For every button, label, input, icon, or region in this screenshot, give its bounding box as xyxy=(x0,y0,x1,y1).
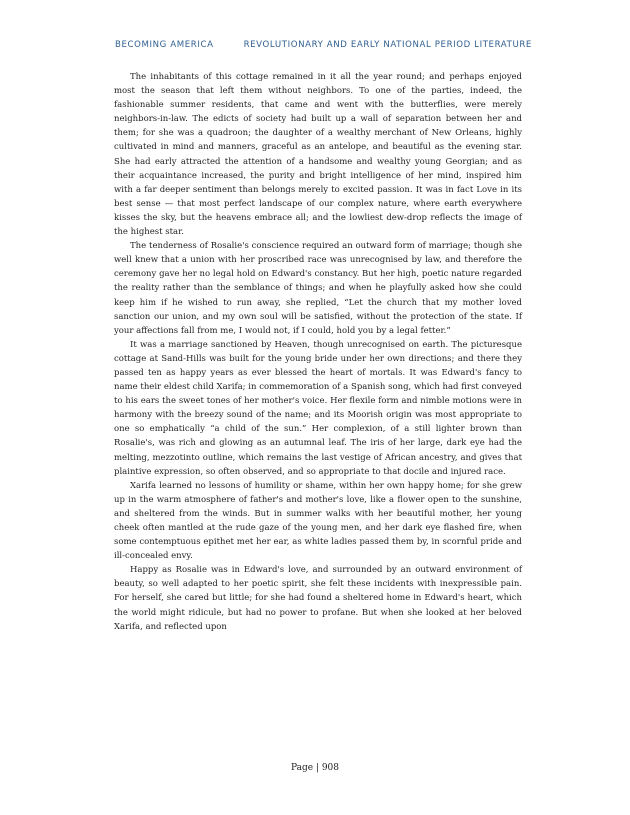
paragraph-4: Xarifa learned no lessons of humility or shame, within her own happy home; for she grew up in the warm atmosphere of father's and mother's love, like a flower open to the sunshine, and sheltered from the winds. But in summer walks with her beautiful mother, her young cheek often mantled at the rude gaze of the young men, and her dark eye flashed fire, when some contemptuous epithet met her ear, as white ladies passed them by, in scornful pride and ill-concealed envy. xyxy=(114,480,522,562)
paragraph-3: It was a marriage sanctioned by Heaven, though unrecognised on earth. The picturesque cottage at Sand-Hills was built for the young bride under her own directions; and there they passed ten as happy years as ever blessed the heart of mortals. It was Edward's fancy to name their eldest child Xarifa; in commemoration of a Spanish song, which had first conveyed to his ears the sweet tones of her mother's voice. Her flexile form and nimble motions were in harmony with the breezy sound of the name; and its Moorish origin was most appropriate to one so emphatically “a child of the sun.” Her complexion, of a still lighter brown than Rosalie's, was rich and glowing as an autumnal leaf. The iris of her large, dark eye had the melting, mezzotinto outline, which remains the last vestige of African ancestry, and gives that plaintive expression, so often observed, and so appropriate to that docile and injured race. xyxy=(114,339,522,477)
header-section-title: REVOLUTIONARY AND EARLY NATIONAL PERIOD LITERATURE xyxy=(243,40,532,50)
paragraph-5: Happy as Rosalie was in Edward's love, and surrounded by an outward environment of beauty, so well adapted to her poetic spirit, she felt these incidents with inexpressible pain. For herself, she cared but little; for she had found a sheltered home in Edward's heart, which the world might ridicule, but had no power to profane. But when she looked at her beloved Xarifa, and reflected upon xyxy=(114,565,522,632)
running-header xyxy=(115,40,535,50)
paragraph-2: The tenderness of Rosalie's conscience required an outward form of marriage; though she well knew that a union with her proscribed race was unrecognised by law, and therefore the ceremony gave her no legal hold on Edward's constancy. But her high, poetic nature regarded the reality rather than the semblance of things; and when he playfully asked how she could keep him if he wished to run away, she replied, “Let the church that my mother loved sanction our union, and my own soul will be satisfied, without the protection of the state. If your affections fall from me, I would not, if I could, hold you by a legal fetter.” xyxy=(114,241,522,336)
header-collection-title: BECOMING AMERICA xyxy=(115,40,214,50)
paragraph-1: The inhabitants of this cottage remained in it all the year round; and perhaps enjoyed most the season that left them without neighbors. To one of the parties, indeed, the fashionable summer residents, that came and went with the butterflies, were merely neighbors-in-law. The edicts of society had built up a wall of separation between her and them; for she was a quadroon; the daughter of a wealthy merchant of New Orleans, highly cultivated in mind and manners, graceful as an antelope, and beautiful as the evening star. She had early attracted the attention of a handsome and wealthy young Georgian; and as their acquaintance increased, the purity and bright intelligence of her mind, inspired him with a far deeper sentiment than belongs merely to excited passion. It was in fact Love in its best sense — that most perfect landscape of our complex nature, where earth everywhere kisses the sky, but the heavens embrace all; and the lowliest dew-drop reflects the image of the highest star. xyxy=(114,72,522,238)
page-body xyxy=(114,70,522,634)
page-number: Page | 908 xyxy=(290,763,340,773)
